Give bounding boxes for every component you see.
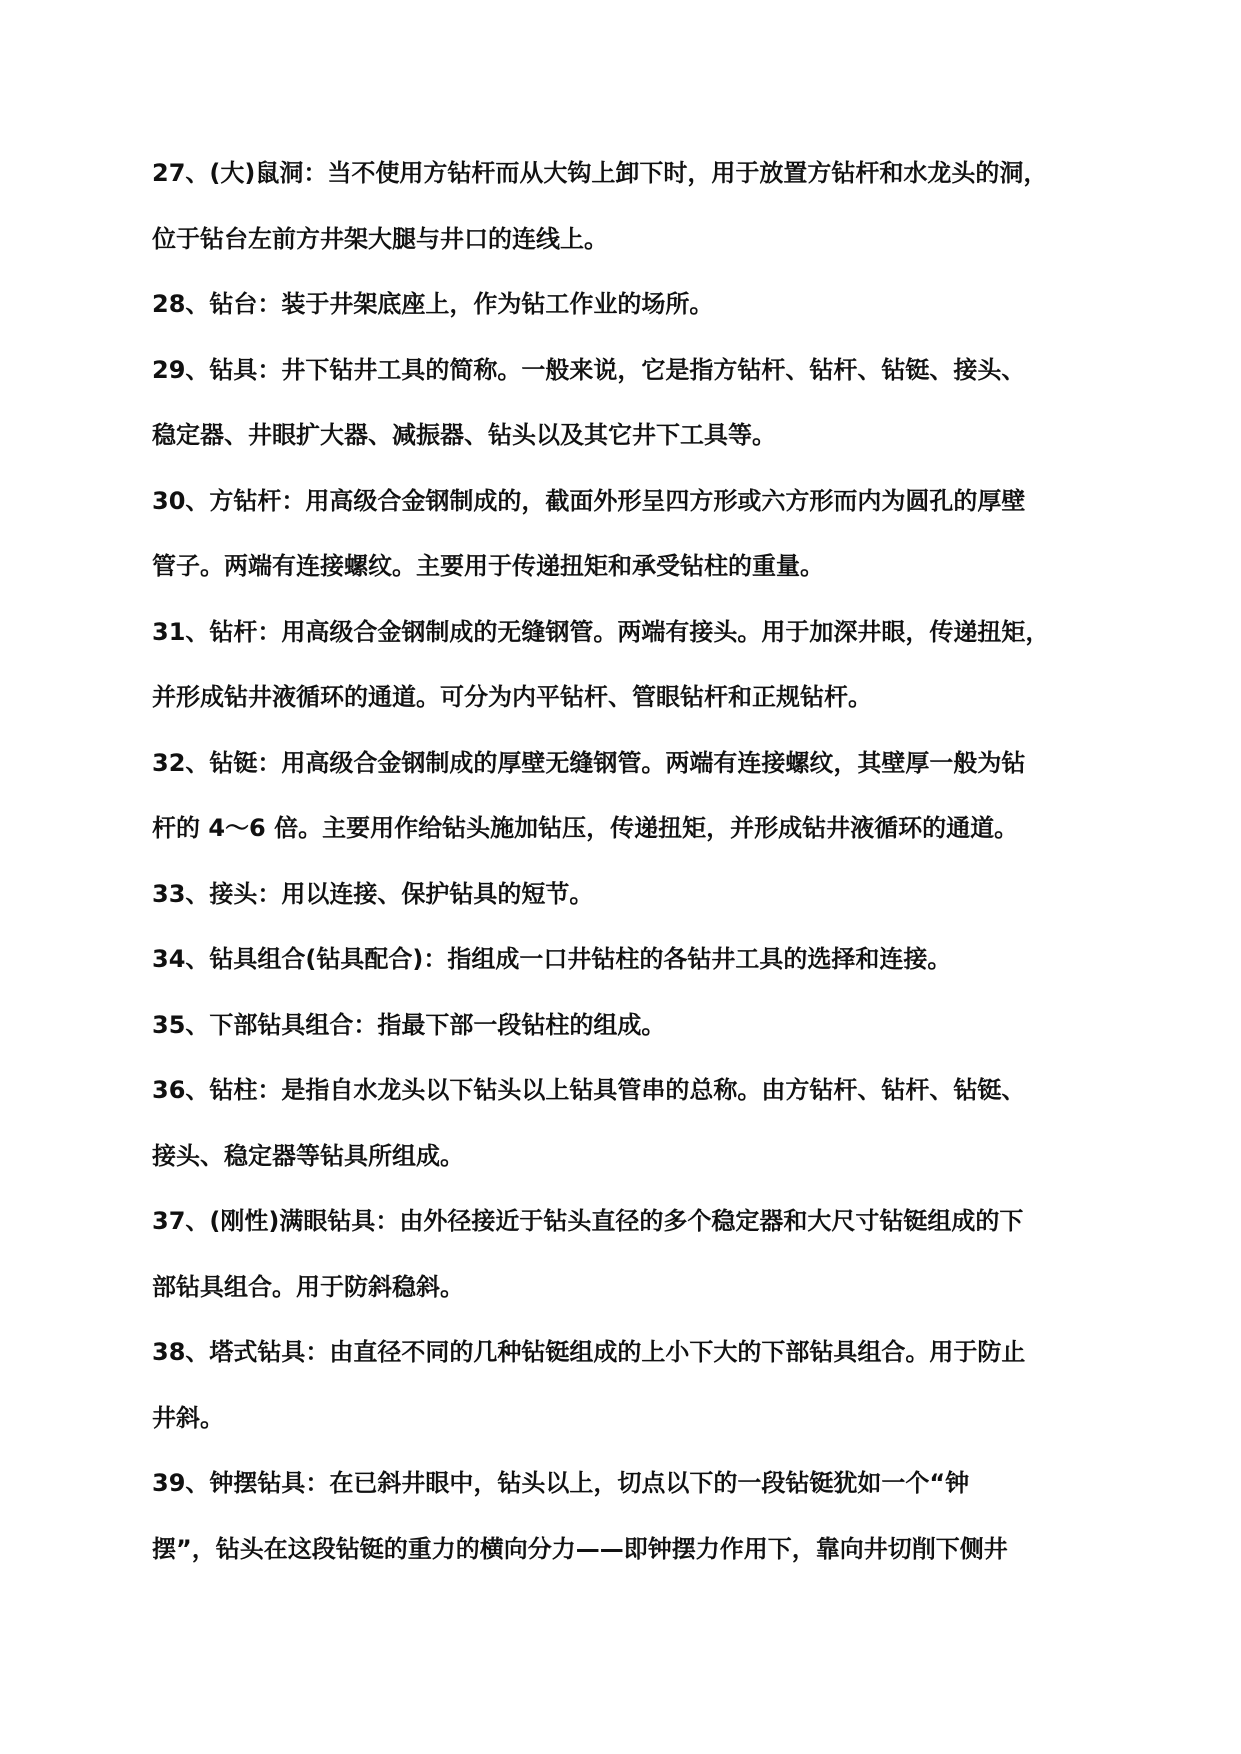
text-line: 接头、稳定器等钻具所组成。	[152, 1141, 464, 1170]
text-line: 38、塔式钻具：由直径不同的几种钻铤组成的上小下大的下部钻具组合。用于防止	[152, 1338, 1026, 1366]
text-line: 30、方钻杆：用高级合金钢制成的，截面外形呈四方形或六方形而内为圆孔的厚壁	[152, 486, 1026, 515]
text-line: 28、钻台：装于井架底座上，作为钻工作业的场所。	[152, 290, 714, 318]
text-line: 稳定器、井眼扩大器、减振器、钻头以及其它井下工具等。	[152, 421, 776, 449]
text-line: 32、钻铤：用高级合金钢制成的厚壁无缝钢管。两端有连接螺纹，其壁厚一般为钻	[152, 748, 1026, 777]
text-line: 井斜。	[152, 1403, 224, 1432]
text-line: 35、下部钻具组合：指最下部一段钻柱的组成。	[152, 1010, 666, 1039]
text-line: 摆”，钻头在这段钻铤的重力的横向分力——即钟摆力作用下，靠向井切削下侧井	[152, 1534, 1008, 1563]
text-line: 27、(大)鼠洞：当不使用方钻杆而从大钩上卸下时，用于放置方钻杆和水龙头的洞，	[152, 159, 1048, 187]
text-line: 36、钻柱：是指自水龙头以下钻头以上钻具管串的总称。由方钻杆、钻杆、钻铤、	[152, 1076, 1026, 1104]
text-line: 29、钻具：井下钻井工具的简称。一般来说，它是指方钻杆、钻杆、钻铤、接头、	[152, 355, 1026, 384]
document-body	[152, 158, 1077, 1599]
text-line: 37、(刚性)满眼钻具：由外径接近于钻头直径的多个稳定器和大尺寸钻铤组成的下	[152, 1207, 1024, 1235]
text-line: 位于钻台左前方井架大腿与井口的连线上。	[152, 224, 608, 253]
text-line: 管子。两端有连接螺纹。主要用于传递扭矩和承受钻柱的重量。	[152, 552, 824, 580]
text-line: 34、钻具组合(钻具配合)：指组成一口井钻柱的各钻井工具的选择和连接。	[152, 945, 952, 973]
text-line: 31、钻杆：用高级合金钢制成的无缝钢管。两端有接头。用于加深井眼，传递扭矩，	[152, 617, 1050, 646]
text-line: 并形成钻井液循环的通道。可分为内平钻杆、管眼钻杆和正规钻杆。	[152, 683, 872, 711]
text-line: 39、钟摆钻具：在已斜井眼中，钻头以上，切点以下的一段钻铤犹如一个“钟	[152, 1469, 970, 1497]
text-line: 杆的 4～6 倍。主要用作给钻头施加钻压，传递扭矩，并形成钻井液循环的通道。	[152, 814, 1019, 842]
text-line: 33、接头：用以连接、保护钻具的短节。	[152, 879, 594, 908]
text-line: 部钻具组合。用于防斜稳斜。	[152, 1272, 464, 1301]
